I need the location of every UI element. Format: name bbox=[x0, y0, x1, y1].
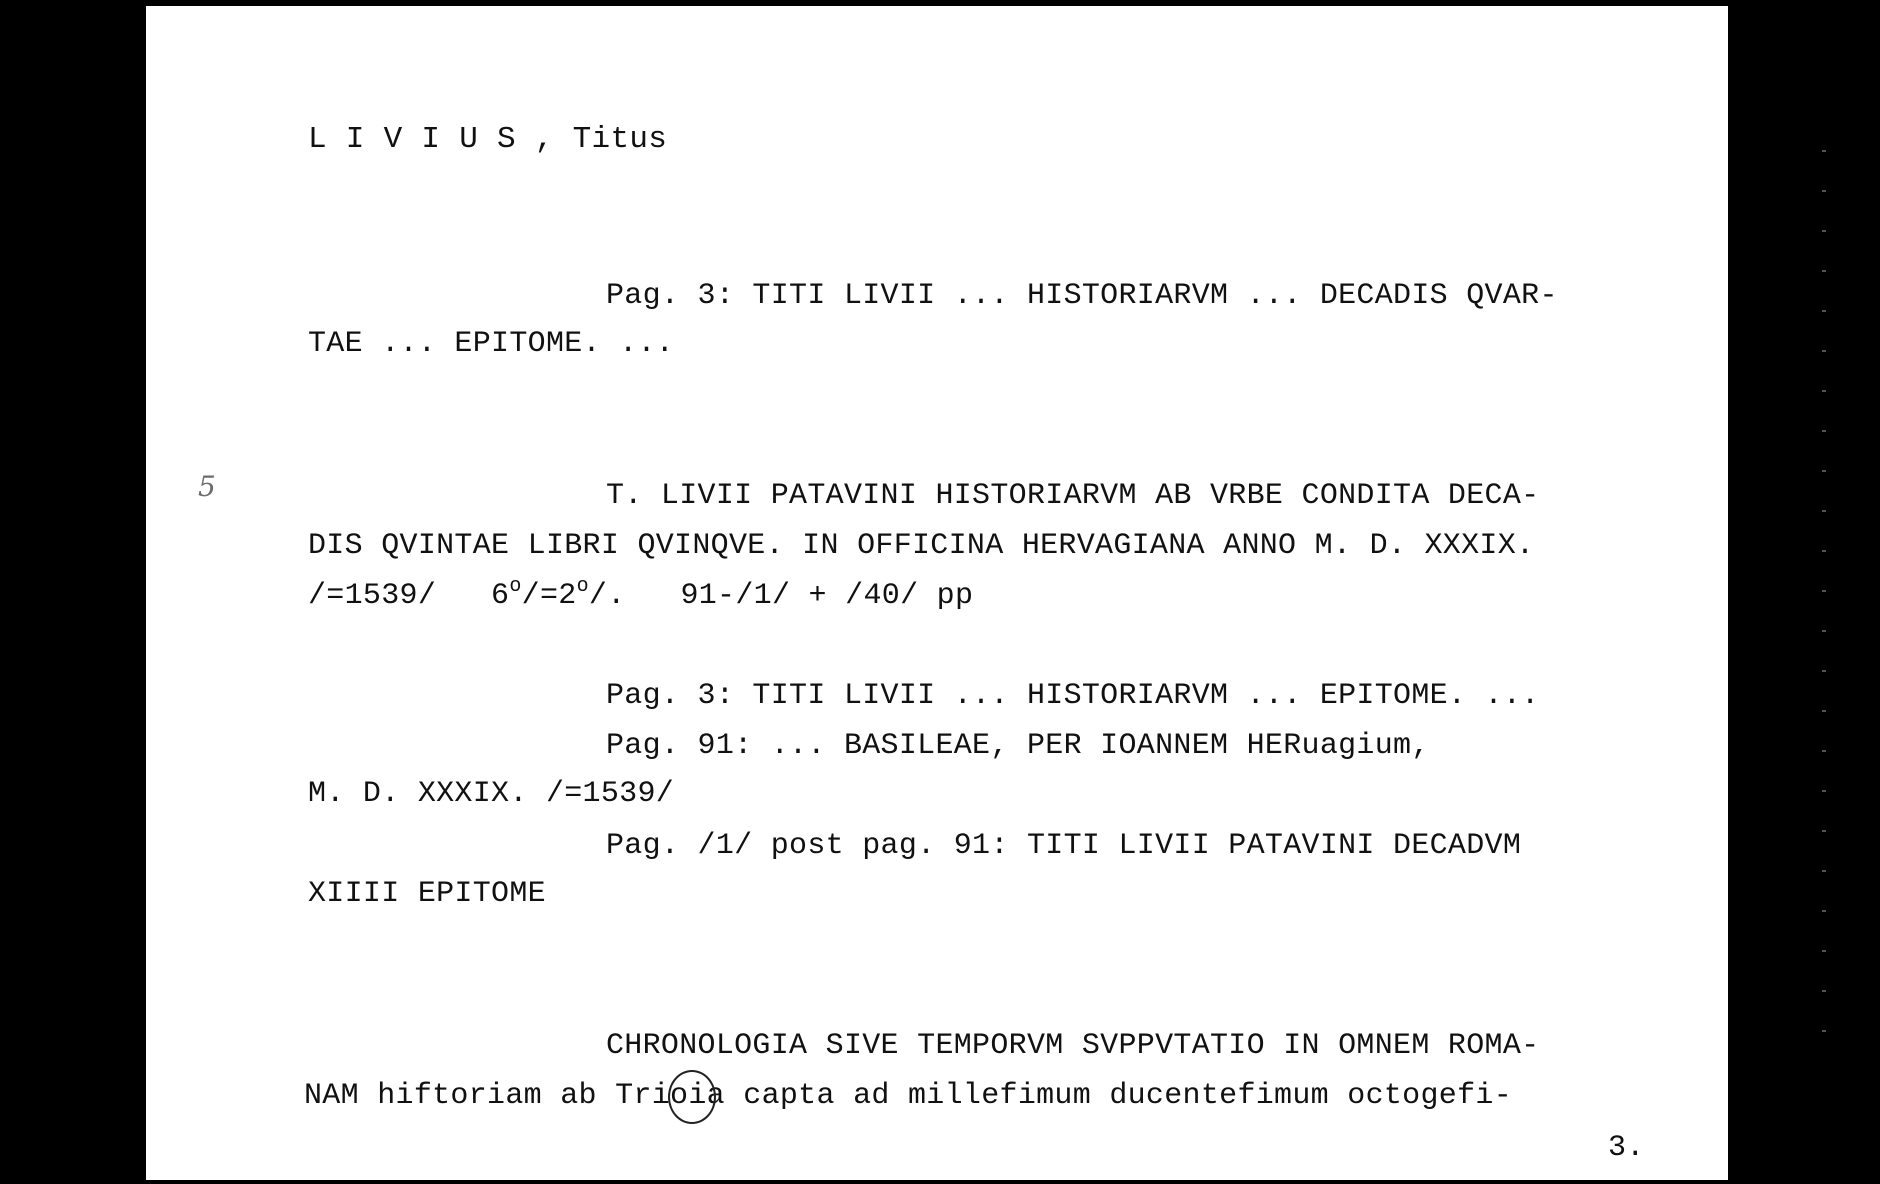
entry2-title-line1: T. LIVII PATAVINI HISTORIARVM AB VRBE CONDITA DECA- bbox=[606, 479, 1540, 513]
entry1-line2: TAE ... EPITOME. ... bbox=[308, 327, 675, 361]
card-heading: L I V I U S , Titus bbox=[308, 122, 668, 157]
imprint-year: /=1539/ bbox=[308, 579, 437, 613]
catalog-card bbox=[146, 6, 1728, 1180]
handwritten-margin-mark: 5 bbox=[198, 470, 216, 503]
note-line1: Pag. 3: TITI LIVII ... HISTORIARVM ... EPITOME. ... bbox=[606, 679, 1540, 713]
note-line2: Pag. 91: ... BASILEAE, PER IOANNEM HERuagium, bbox=[606, 729, 1430, 763]
page-number: 3. bbox=[1608, 1131, 1645, 1165]
note-line4: Pag. /1/ post pag. 91: TITI LIVII PATAVINI DECADVM bbox=[606, 829, 1522, 863]
entry2-title-line2: DIS QVINTAE LIBRI QVINQVE. IN OFFICINA HERVAGIANA ANNO M. D. XXXIX. bbox=[308, 529, 1535, 563]
format-degree-1: o bbox=[509, 575, 522, 598]
format-end: /. bbox=[588, 579, 626, 613]
format-number: 6 bbox=[491, 579, 510, 613]
note-line3: M. D. XXXIX. /=1539/ bbox=[308, 777, 675, 811]
entry3-line2: NAM hiftoriam ab Trioia capta ad millefimum ducentefimum octogefi- bbox=[304, 1079, 1512, 1113]
entry1-line1: Pag. 3: TITI LIVII ... HISTORIARVM ... DECADIS QVAR- bbox=[606, 279, 1558, 313]
note-line5: XIIII EPITOME bbox=[308, 877, 546, 911]
handwritten-circle-mark bbox=[668, 1070, 716, 1124]
format-degree-2: o bbox=[576, 575, 589, 598]
entry2-imprint-line bbox=[308, 575, 974, 614]
pagination: 91-/1/ + /40/ pp bbox=[680, 579, 974, 613]
entry3-line1: CHRONOLOGIA SIVE TEMPORVM SVPPVTATIO IN OMNEM ROMA- bbox=[606, 1029, 1540, 1063]
scan-edge-ticks bbox=[1822, 150, 1826, 1050]
format-mid: /=2 bbox=[521, 579, 577, 613]
